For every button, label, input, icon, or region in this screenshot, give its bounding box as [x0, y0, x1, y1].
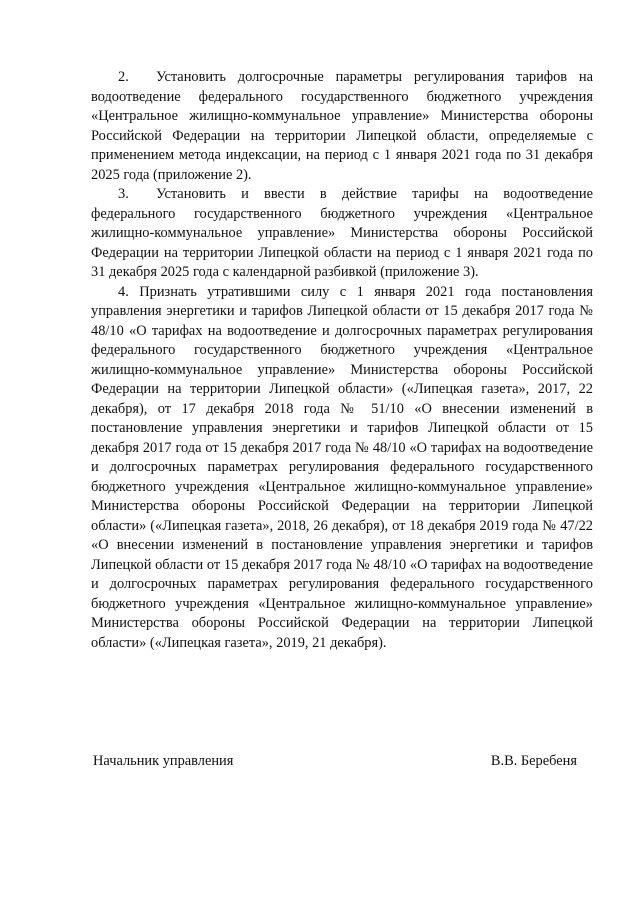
paragraph-number: 2. — [118, 69, 129, 85]
paragraph-2 — [91, 68, 593, 185]
signatory-name: В.В. Беребеня — [490, 753, 577, 769]
paragraph-text: Установить и ввести в действие тарифы на водоотведение федерального государственного бюджетного учреждения «Центральное жилищно-коммунальное управление» Министерства обороны Российской Федерации на территории Липецкой области на период с 1 января 2021 года по 31 декабря 2025 года с календарной разбивкой (приложение 3). — [91, 186, 593, 280]
paragraph-number: 3. — [118, 186, 129, 202]
paragraph-text: Признать утратившими силу с 1 января 2021 года постановления управления энергетики и тарифов Липецкой области от 15 декабря 2017 года № 48/10 «О тарифах на водоотведение и долгосрочных параметрах регулирования федерального государственного бюджетного учреждения «Центральное жилищно-коммунальное управление» Министерства обороны Российской Федерации на территории Липецкой области» («Липецкая газета», 2017, 22 декабря), от 17 декабря 2018 года № 51/10 «О внесении изменений в постановление управления энергетики и тарифов Липецкой области от 15 декабря 2017 года от 15 декабря 2017 года № 48/10 «О тарифах на водоотведение и долгосрочных параметрах регулирования федерального государственного бюджетного учреждения «Центральное жилищно-коммунальное управление» Министерства обороны Российской Федерации на территории Липецкой области» («Липецкая газета», 2018, 26 декабря), от 18 декабря 2019 года № 47/22 «О внесении изменений в постановление управления энергетики и тарифов Липецкой области от 15 декабря 2017 года № 48/10 «О тарифах на водоотведение и долгосрочных параметрах регулирования федерального государственного бюджетного учреждения «Центральное жилищно-коммунальное управление» Министерства обороны Российской Федерации на территории Липецкой области» («Липецкая газета», 2019, 21 декабря). — [91, 283, 593, 651]
document-body — [91, 68, 593, 653]
paragraph-4 — [91, 283, 593, 654]
paragraph-number: 4. — [118, 283, 129, 300]
signatory-title: Начальник управления — [93, 753, 234, 769]
paragraph-3 — [91, 185, 593, 283]
paragraph-text: Установить долгосрочные параметры регулирования тарифов на водоотведение федерального государственного бюджетного учреждения «Центральное жилищно-коммунальное управление» Министерства обороны Российской Федерации на территории Липецкой области, определяемые с применением метода индексации, на период с 1 января 2021 года по 31 декабря 2025 года (приложение 2). — [91, 69, 593, 183]
